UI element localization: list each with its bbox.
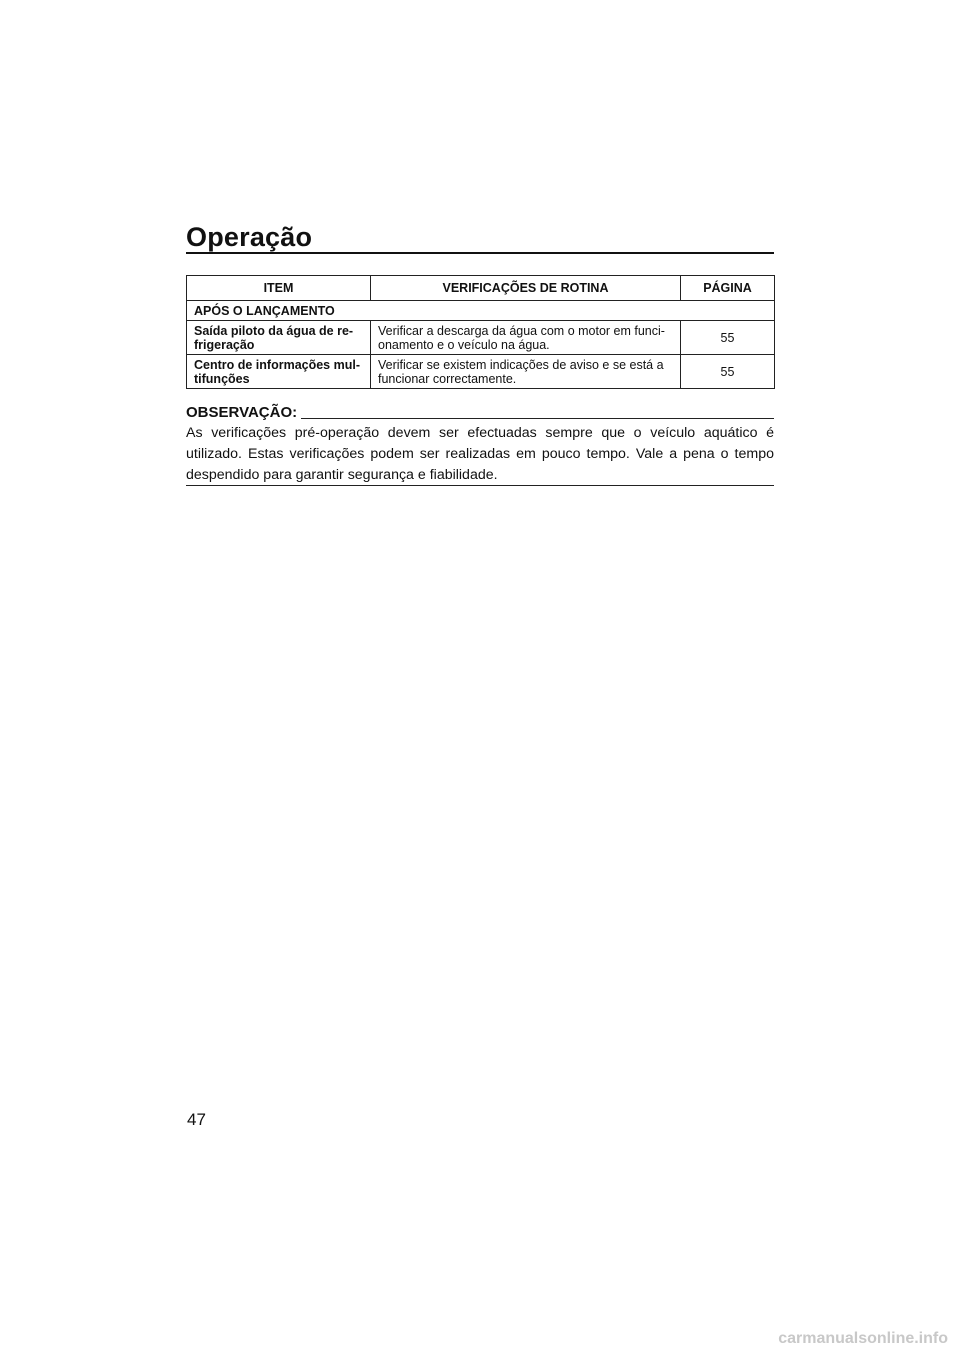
page-title: Operação bbox=[186, 222, 313, 252]
watermark: carmanualsonline.info bbox=[778, 1330, 948, 1347]
page-number: 47 bbox=[187, 1110, 206, 1129]
note-top-rule bbox=[296, 418, 774, 419]
table-cell-item: Saída piloto da água de re-frigeração bbox=[187, 321, 371, 355]
note-bottom-rule bbox=[186, 485, 774, 486]
table-cell-item: Centro de informações mul-tifunções bbox=[187, 355, 371, 389]
table-section-row bbox=[187, 301, 775, 321]
section-label: APÓS O LANÇAMENTO bbox=[187, 301, 775, 321]
column-header-check: VERIFICAÇÕES DE ROTINA bbox=[371, 276, 681, 301]
table-cell-check: Verificar se existem indicações de aviso e se está a funcionar correctamente. bbox=[371, 355, 681, 389]
title-rule bbox=[186, 252, 774, 254]
table-row bbox=[187, 321, 775, 355]
note-body: As verificações pré-operação devem ser efectuadas sempre que o veículo aquático é utilizado. Estas verificações podem ser realizadas em pouco tempo. Vale a pena o tempo despendido para garantir segurança e fiabilidade. bbox=[186, 425, 774, 483]
table-cell-page: 55 bbox=[681, 321, 775, 355]
table-row bbox=[187, 355, 775, 389]
note-heading: OBSERVAÇÃO: bbox=[186, 404, 301, 421]
column-header-page: PÁGINA bbox=[681, 276, 775, 301]
routine-check-table bbox=[186, 275, 775, 389]
table-header-row bbox=[187, 276, 775, 301]
table-cell-check: Verificar a descarga da água com o motor em funci-onamento e o veículo na água. bbox=[371, 321, 681, 355]
column-header-item: ITEM bbox=[187, 276, 371, 301]
table-cell-page: 55 bbox=[681, 355, 775, 389]
